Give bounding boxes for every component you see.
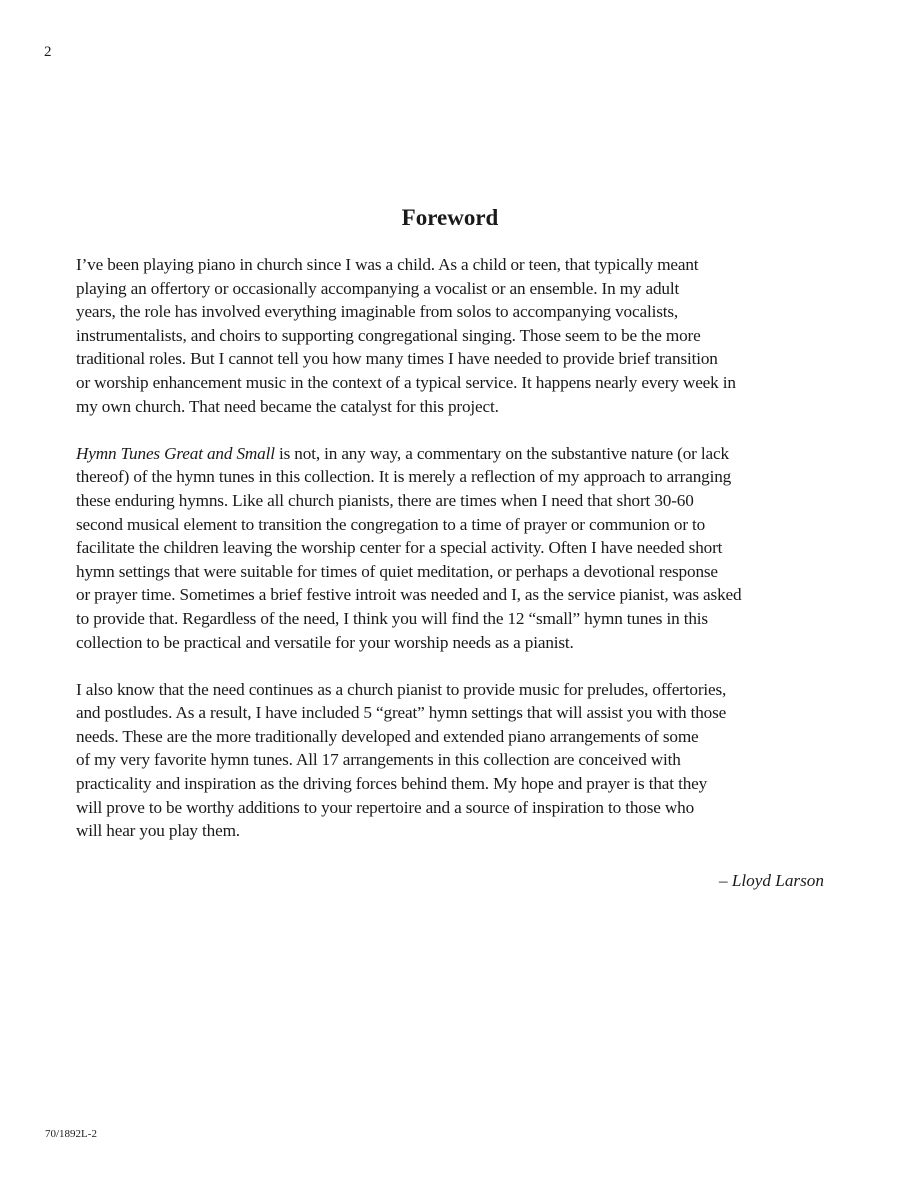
text-line: or prayer time. Sometimes a brief festive introit was needed and I, as the service pianist, was asked [76,585,742,605]
text-line: these enduring hymns. Like all church pianists, there are times when I need that short 30-60 [76,490,694,510]
page-title: Foreword [401,205,499,230]
text-line: instrumentalists, and choirs to supporting congregational singing. Those seem to be the more [76,325,701,345]
text-line: second musical element to transition the congregation to a time of prayer or communion or to [76,514,706,534]
text-line: I’ve been playing piano in church since I was a child. As a child or teen, that typically meant [76,255,699,274]
foreword-body [76,253,836,866]
page-number: 2 [44,44,52,60]
text-line: I also know that the need continues as a church pianist to provide music for preludes, offertories, [76,679,727,699]
text-line: and postludes. As a result, I have included 5 “great” hymn settings that will assist you with those [76,703,727,723]
paragraph-2 [76,442,836,654]
text-line: years, the role has involved everything imaginable from solos to accompanying vocalists, [76,302,679,322]
text-line: practicality and inspiration as the driving forces behind them. My hope and prayer is that they [76,774,708,794]
text-line: playing an offertory or occasionally accompanying a vocalist or an ensemble. In my adult [76,278,680,298]
text-line: collection to be practical and versatile for your worship needs as a pianist. [76,632,574,652]
text-line: of my very favorite hymn tunes. All 17 arrangements in this collection are conceived with [76,750,681,770]
text-line: traditional roles. But I cannot tell you how many times I have needed to provide brief transition [76,349,718,369]
text-line: needs. These are the more traditionally developed and extended piano arrangements of some [76,726,699,746]
catalog-number: 70/1892L-2 [45,1128,97,1140]
text-line: to provide that. Regardless of the need, I think you will find the 12 “small” hymn tunes in this [76,608,708,628]
text-line: will prove to be worthy additions to your repertoire and a source of inspiration to those who [76,797,695,817]
book-title: Hymn Tunes Great and Small [76,443,275,463]
text-line: will hear you play them. [76,821,240,841]
text-line: or worship enhancement music in the context of a typical service. It happens nearly every week in [76,372,736,392]
text-line: thereof) of the hymn tunes in this collection. It is merely a reflection of my approach to arranging [76,467,732,487]
text-fragment: is not, in any way, a commentary on the substantive nature (or lack [274,443,729,463]
text-line [76,442,836,466]
text-line: my own church. That need became the catalyst for this project. [76,396,499,416]
paragraph-3 [76,678,836,843]
text-line: facilitate the children leaving the worship center for a special activity. Often I have needed short [76,538,723,558]
text-line: hymn settings that were suitable for times of quiet meditation, or perhaps a devotional response [76,561,718,581]
author-signature: – Lloyd Larson [718,871,824,890]
paragraph-1 [76,253,836,418]
